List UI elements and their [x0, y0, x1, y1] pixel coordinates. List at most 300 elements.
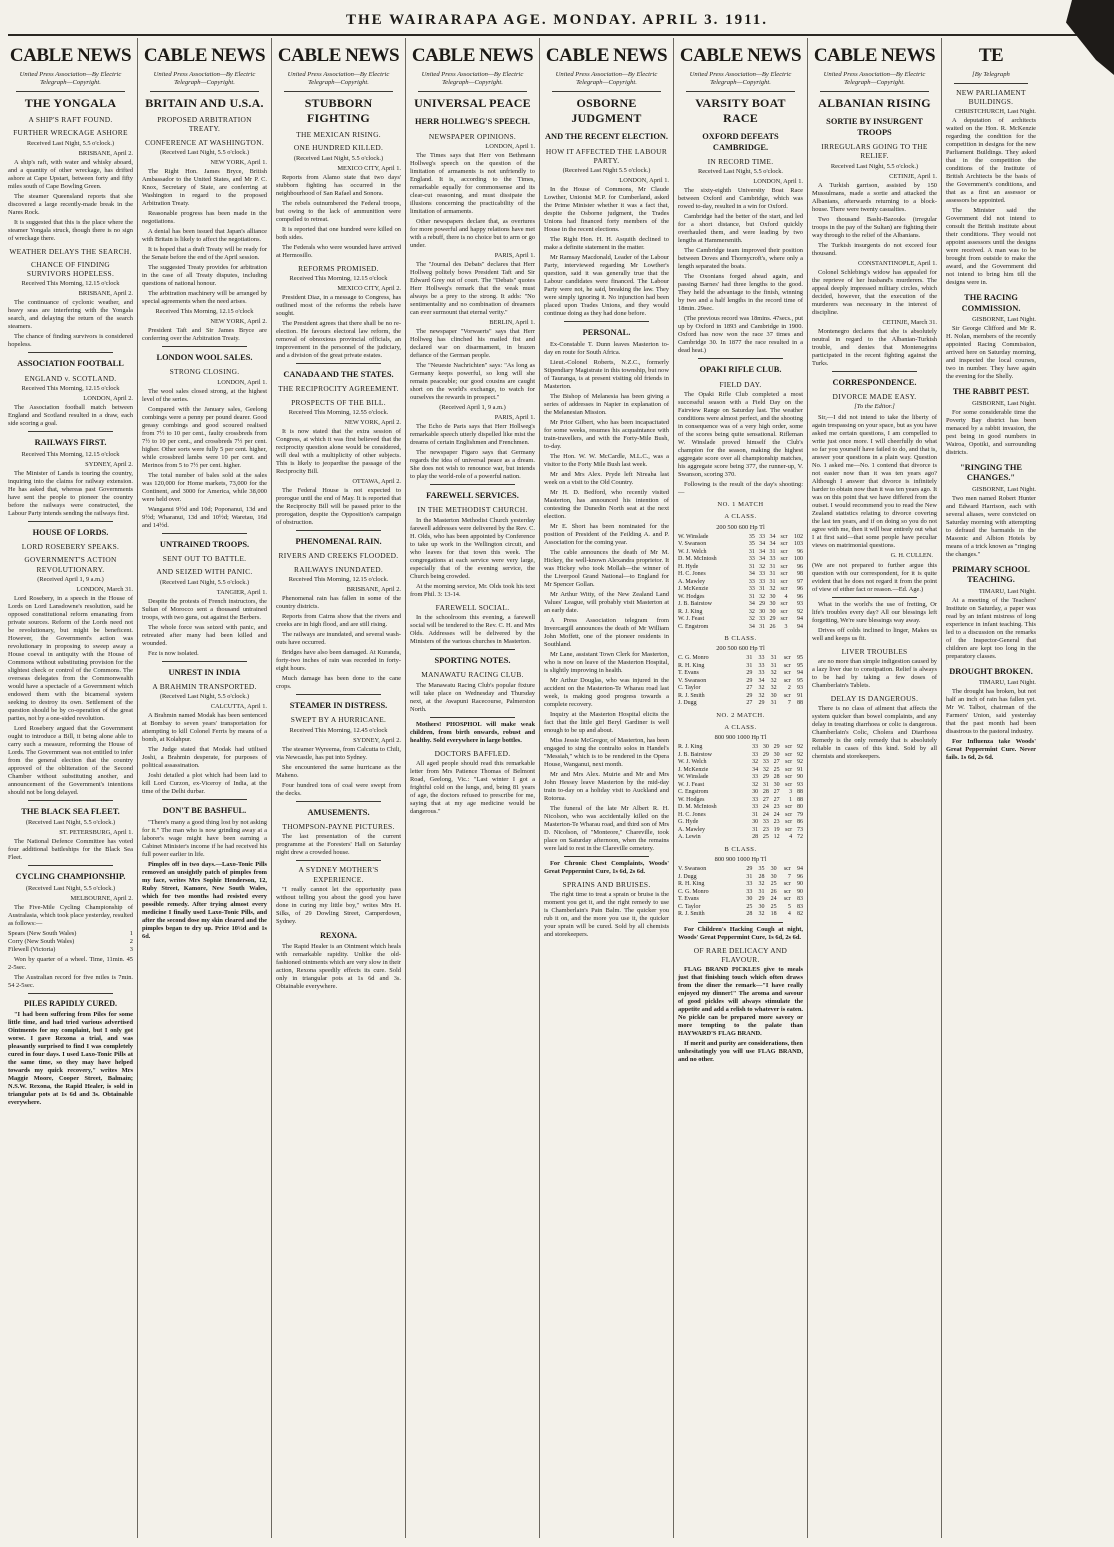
table-cell: A. Lewin [678, 834, 701, 841]
score-table [678, 655, 803, 708]
headline: LONDON WOOL SALES. [156, 352, 253, 362]
paragraph: Compared with the January sales, Geelong combings were a penny per pound dearer. Good greasy combings and good scoured realised from 7½ to 10 per cent., faulty crossbreds from 7½ to 10 per cent., and crossbreds 7½ per cent. higher. Other sorts were fully 5 per cent. higher, while crossbred lambs were 10 per cent. and Merinos from 5 to 7½ per cent. higher. [142, 405, 267, 469]
subheadline: SWEPT BY A HURRICANE. [290, 715, 387, 725]
credit-line: United Press Association—By Electric Telegraph—Copyright. [153, 70, 256, 86]
dateline: SYDNEY, April 2. [85, 460, 133, 468]
paragraph: The Federals who were wounded have arrived at Hermosillo. [276, 243, 401, 259]
table-cell: 96 [797, 586, 803, 593]
paragraph: The chance of finding survivors is considered hopeless. [8, 333, 133, 349]
subheadline: FURTHER WRECKAGE ASHORE [13, 128, 128, 138]
table-cell: 12 [773, 834, 780, 841]
received-line: Received This Morning, 12.15 o'clock [21, 450, 120, 458]
table-cell: C. Engstrom [678, 789, 709, 796]
headline: STUBBORN FIGHTING [304, 96, 373, 126]
table-cell: W. Hodges [678, 796, 705, 803]
paragraph: The Association football match between England and Scotland resulted in a draw, each side scoring a goal. [8, 404, 133, 428]
column-3 [272, 38, 406, 1538]
paragraph: Inquiry at the Masterton Hospital elicits the fact that the little girl Beryl Gardiner is well enough to be up and about. [544, 710, 669, 734]
paragraph: The steamer Wyreema, from Calcutta to Chili, via Newcastle, has put into Sydney. [276, 745, 401, 761]
paragraph: The Manawatu Racing Club's popular fixture will take place on Wednesday and Thursday next, at the Awapuni Racecourse, Palmerston North. [410, 681, 535, 713]
table-cell: 29 [762, 774, 769, 781]
subheadline: DIVORCE MADE EASY. [832, 392, 917, 402]
table-cell: J. McKenzie [678, 766, 709, 773]
table-row [678, 685, 803, 693]
headline: LIVER TROUBLES [841, 646, 908, 656]
column-8 [942, 38, 1040, 1538]
paragraph: The Australian record for five miles is 7min. 54 2-5sec. [8, 973, 133, 989]
received-line: Received This Morning, 12.15 o'clock [21, 385, 120, 393]
table-cell: 90 [797, 881, 803, 888]
paragraph: Mr E. Short has been nominated for the position of President of the Feilding A. and P. Association for the coming year. [544, 522, 669, 546]
table-row [678, 834, 803, 842]
table-cell: C. G. Monro [678, 655, 709, 662]
subheadline: SORTIE BY INSURGENT TROOPS [826, 117, 923, 137]
headline: DROUGHT BROKEN. [949, 666, 1033, 676]
table-cell: 29 [758, 896, 765, 903]
table-cell: 32 [770, 685, 777, 692]
table-cell: W. J. Feast [678, 781, 705, 788]
received-line: Received Last Night, 5.5 o'clock.) [830, 162, 919, 170]
table-cell: 30 [773, 751, 780, 758]
received-line: Received Last Night, 5.5 o'clock.) [26, 139, 115, 147]
paragraph: In the House of Commons, Mr Claude Lowther, Unionist M.P. for Cumberland, asked the Prime Minister whether it was a fact that, despite the Osborne judgment, the Trades Unions had financed forty members of the House in the recent elections. [544, 186, 669, 234]
paragraph: Despite the protests of French instructors, the Sultan of Morocco sent a thousand untrained troops, with two guns, out against the Berbers. [142, 597, 267, 621]
dateline: LONDON, March 31. [76, 585, 133, 593]
table-cell: 30 [769, 601, 776, 608]
paragraph: "I really cannot let the opportunity pass without telling you about the good you have done in curing my little boy," writes Mrs H. Silks, of 29 Dowling Street, Camperdown, Sydney. [276, 885, 401, 925]
table-cell: 33 [752, 744, 759, 751]
received-line: (Received April 1, 9 a.m.) [37, 575, 104, 583]
table-cell: 88 [797, 700, 803, 707]
headline: DON'T BE BASHFUL. [162, 806, 247, 816]
table-cell: R. J. King [678, 608, 703, 615]
paragraph: The funeral of the late Mr Albert R. H. Nicolson, who was accidentally killed on the Masterton-Te Wharau road, and third son of Mrs D. Nicolson, of "Monteore," Chareville, took place on Saturday afternoon, when the remains were laid to rest in the Clareville cemetery. [544, 804, 669, 852]
paragraph: Mr and Mrs Alex. Muirie and Mr and Mrs John Hessey leave Masterton by the mid-day train to-day on a holiday visit to Auckland and Rotorua. [544, 770, 669, 802]
table-row [678, 911, 803, 919]
table-cell: 30 [770, 873, 777, 880]
paragraph: (The previous record was 18mins. 47secs., put up by Oxford in 1893 and Cambridge in 1900. Oxford has now won the race 37 times and Cambridge 30. In 1877 the race resulted in a dead heat.) [678, 315, 803, 355]
subheadline: PROSPECTS OF THE BILL. [291, 397, 386, 407]
paragraph: The last presentation of the current programme at the Foresters' Hall on Saturday night drew a crowded house. [276, 833, 401, 857]
table-cell: 5 [787, 903, 791, 910]
table-cell: 33 [759, 578, 766, 585]
table-cell: 30 [758, 903, 765, 910]
table-cell: 31 [748, 548, 755, 555]
table-cell: 30 [759, 608, 766, 615]
table-cell: 19 [773, 826, 780, 833]
table-row [678, 789, 803, 797]
table-cell: W. J. Feast [678, 616, 705, 623]
subheadline: A BRAHMIN TRANSPORTED. [152, 682, 257, 692]
paragraph: The suggested Treaty provides for arbitration in the case of all Treaty disputes, including questions of national honour. [142, 263, 267, 287]
received-line: Received This Morning, 12.15 o'clock [155, 307, 254, 315]
table-cell: 79 [797, 811, 803, 818]
received-line: Received Last Night, 5.5 o'clock. [697, 168, 784, 176]
table-cell: 26 [769, 623, 776, 630]
advertisement: FLAG BRAND PICKLES give to meals just that finishing touch which often draws from the diner the remark—"I have really enjoyed my dinner!" The aroma and savour of good pickles will always stimulate the appetite and add a relish to whatever is eaten. No pickle can be prepared more savory or more tempting to the palate than HAYWARD'S FLAG BRAND. [678, 966, 803, 1038]
credit-line: [By Telegraph [972, 70, 1010, 78]
table-cell: 23 [773, 804, 780, 811]
table-cell: 92 [797, 759, 803, 766]
cable-news-header: CABLE NEWS [143, 45, 266, 66]
columns [4, 38, 1110, 1538]
advertisement: If merit and purity are considerations, then unhesitatingly you will use FLAG BRAND, and no other. [678, 1040, 803, 1064]
paragraph: For some considerable time the Poverty Bay district has been menaced by a rabbit invasion, the pest being in good numbers in Wairoa, Opotiki, and surrounding districts. [946, 408, 1036, 456]
table-cell: 86 [797, 819, 803, 826]
divider [28, 431, 113, 432]
table-row [678, 663, 803, 671]
headline: AMUSEMENTS. [307, 807, 370, 817]
table-cell: H. Hyde [678, 563, 699, 570]
paragraph: Two men named Robert Hunter and Edward Harrison, each with several aliases, were convicted on Saturday morning with attempting to defraud the barmaids in the Masonic and Albion Hotels by means of a trick known as "ringing the changes." [946, 494, 1036, 558]
table-cell: 30 [769, 593, 776, 600]
table-cell: 28 [762, 789, 769, 796]
received-line: Received This Morning, 12.55 o'clock. [288, 408, 389, 416]
table-cell: 34 [748, 601, 755, 608]
paragraph: "There's many a good thing lost by not asking for it." The man who is now grinding away at a laborer's wage might have been earning a Cabinet Minister's income if he had received his full power earlier in life. [142, 818, 267, 858]
table-cell: scr [780, 556, 788, 563]
table-cell: scr [785, 774, 793, 781]
table-cell: 29 [746, 670, 753, 677]
class-heading: B CLASS. [724, 635, 757, 643]
table-cell: 4 [784, 593, 788, 600]
table-cell: C. Taylor [678, 685, 701, 692]
received-line: Received This Morning, 12.15 o'clock [289, 274, 388, 282]
cable-news-header: TE [978, 45, 1004, 66]
headline: THE RABBIT PEST. [952, 387, 1030, 397]
table-cell: 28 [746, 911, 753, 918]
paragraph: A denial has been issued that Japan's alliance with Britain is likely to affect the negotiations. [142, 227, 267, 243]
paragraph: The Bishop of Melanesia has been giving a series of addresses in Napier in explanation of the Melanesian Mission. [544, 392, 669, 416]
paragraph: Won by quarter of a wheel. Time, 11min. 45 2-5sec. [8, 955, 133, 971]
headline: FAREWELL SERVICES. [426, 490, 519, 500]
signature: G. H. CULLEN. [890, 551, 933, 559]
column-7 [808, 38, 942, 1538]
list-item: Filewell (Victoria) 3 [8, 945, 133, 953]
table-cell: 31 [748, 593, 755, 600]
divider [820, 91, 929, 92]
table-cell: scr [780, 616, 788, 623]
table-cell: 24 [762, 811, 769, 818]
paragraph: It is now stated that the extra session of Congress, at which it was first believed that the reciprocity question alone would be considered, will deal with a multiplicity of other subjects. This is likely to jeopardise the passage of the Reciprocity Bill. [276, 427, 401, 475]
credit-line: United Press Association—By Electric Telegraph—Copyright. [555, 70, 658, 86]
table-cell: 102 [794, 533, 803, 540]
received-line: (Received Last Night, 5.5 o'clock.) [159, 578, 250, 586]
table-cell: 96 [797, 563, 803, 570]
table-cell: 91 [797, 766, 803, 773]
table-row [678, 579, 803, 587]
table-cell: 25 [773, 766, 780, 773]
table-cell: 25 [770, 881, 777, 888]
paragraph: The right time to treat a sprain or bruise is the moment you get it, and the right remedy to use is Chamberlain's Pain Balm. The quicker you rub it on, and the more you use it, the quicker your sprain will be cured. Sold by all chemists and storekeepers. [544, 890, 669, 938]
table-cell: scr [780, 571, 788, 578]
table-cell: G. Hyde [678, 819, 699, 826]
table-cell: 30 [770, 866, 777, 873]
paragraph: The Opaki Rifle Club completed a most successful season with a Field Day on the Fairview Range on Saturday last. The weather conditions were almost perfect, and the shooting in consequence was of a very high order, some of the scores being quite sensational. Rifleman W. Winslade proved himself the Club's champion for the season, making the highest aggregate score over all championship matches, his aggregate score being 377, the runner-up, V. Swanson, scoring 370. [678, 391, 803, 479]
divider [28, 993, 113, 994]
headline: DELAY IS DANGEROUS. [830, 693, 919, 703]
table-cell: 90 [797, 888, 803, 895]
paragraph: Mr H. D. Bedford, who recently visited Masterton, has announced his intention of contesting the Dunedin North seat at the next election. [544, 488, 669, 520]
table-cell: 80 [797, 804, 803, 811]
paragraph: The Hon. W. W. McCardle, M.L.C., was a visitor to the Forty Mile Bush last week. [544, 452, 669, 468]
divider [296, 801, 381, 802]
table-cell: 29 [769, 616, 776, 623]
headline: UNREST IN INDIA [168, 667, 241, 677]
dateline: NEW YORK, April 2. [344, 418, 401, 426]
subheadline: CONFERENCE AT WASHINGTON. [145, 137, 264, 147]
table-row [678, 594, 803, 602]
divider [296, 694, 381, 695]
dateline: ST. PETERSBURG, April 1. [59, 829, 133, 837]
subheadline: IN THE METHODIST CHURCH. [417, 505, 528, 515]
paragraph: It is suggested that this is the place where the steamer Yongala struck, though there is no sign of wreckage there. [8, 218, 133, 242]
paragraph: The President agrees that there shall be no re-election. He favours electoral law reform, the removal of obnoxious provincial officials, an improvement in the personnel of the judiciary, and a division of the great private estates. [276, 319, 401, 359]
table-cell: 32 [758, 685, 765, 692]
table-row [678, 752, 803, 760]
paragraph: A Press Association telegram from Invercargill announces the death of Mr William John Moffett, one of the pioneer residents in Southland. [544, 616, 669, 648]
dateline: OTTAWA, April 2. [352, 477, 401, 485]
divider [28, 352, 113, 353]
score-table [678, 744, 803, 842]
table-cell: 29 [759, 601, 766, 608]
table-cell: 98 [797, 571, 803, 578]
subheadline: NEW PARLIAMENT BUILDINGS. [956, 87, 1026, 107]
table-cell: R. J. Smith [678, 911, 705, 918]
subheadline: RIVERS AND CREEKS FLOODED. [278, 551, 399, 561]
table-cell: 30 [752, 819, 759, 826]
table-cell: scr [780, 563, 788, 570]
table-cell: 31 [746, 655, 753, 662]
table-cell: 33 [752, 751, 759, 758]
table-row [678, 549, 803, 557]
match-heading: NO. 1 MATCH [717, 501, 764, 509]
table-row [678, 655, 803, 663]
divider [552, 91, 661, 92]
dateline: SYDNEY, April 2. [353, 736, 401, 744]
paragraph: Mr Arthur Witty, of the New Zealand Land Values' League, will probably visit Masterton at an early date. [544, 590, 669, 614]
table-cell: scr [780, 608, 788, 615]
paragraph: Mr Prior Gilbert, who has been incapacitated for some weeks, resumes his acquaintance with train-travellers, and with the Forty-Mile Bush, to-day. [544, 418, 669, 450]
paragraph: The Five-Mile Cycling Championship of Australasia, which took place yesterday, resulted as follows:— [8, 903, 133, 927]
dateline: CONSTANTINOPLE, April 1. [857, 259, 937, 267]
table-cell: scr [785, 766, 793, 773]
table-cell: 92 [797, 608, 803, 615]
table-cell: 96 [797, 548, 803, 555]
subheadline: PROPOSED ARBITRATION TREATY. [157, 115, 252, 134]
paragraph: The cable announces the death of Mr M. Hickey, the well-known Alexandra proprietor. It was Hickey who took Mollah—the winner of the Liverpool Grand National—to England for Mr Spencer Gollan. [544, 548, 669, 588]
table-cell: 33 [748, 578, 755, 585]
credit-line: United Press Association—By Electric Telegraph—Copyright. [287, 70, 390, 86]
dateline: TANGIER, April 1. [216, 588, 267, 596]
table-cell: 28 [752, 834, 759, 841]
table-row [678, 670, 803, 678]
dateline: MELBOURNE, April 2. [70, 894, 133, 902]
table-row [678, 904, 803, 912]
table-cell: 33 [746, 888, 753, 895]
paragraph: The arbitration machinery will be arranged by special agreements when the need arises. [142, 289, 267, 305]
subheadline: NEWSPAPER OPINIONS. [428, 131, 517, 141]
headline: VARSITY BOAT RACE [695, 96, 786, 126]
table-row [678, 774, 803, 782]
table-cell: 30 [770, 692, 777, 699]
paragraph: Four hundred tons of coal were swept from the decks. [276, 781, 401, 797]
paragraph: The Judge stated that Modak had utilised Joshi, a Brahmin desperate, for purposes of political assassination. [142, 746, 267, 770]
advert-heading: REXONA. [320, 930, 357, 940]
paragraph: The steamer Queensland reports that she discovered a large recently-made break in the Nares Rock. [8, 192, 133, 216]
divider [430, 484, 515, 485]
dateline: TIMARU, Last Night. [978, 587, 1036, 595]
table-cell: 33 [759, 571, 766, 578]
score-columns: 200 500 600 Hp Tl [716, 645, 765, 653]
paragraph: Lord Rosebery argued that the Government ought to introduce a Bill, it being alone able to carry such a measure, reforming the House of Lords. The Government was not entitled to infer from the general election that the country approved of the obliteration of the Second Chamber without substituting another, and announcement of the Government's intentions should not be long delayed. [8, 724, 133, 796]
table-cell: 94 [797, 616, 803, 623]
paragraph: Colonel Schlebing's widow has appealed for the reprieve of her husband's murderers. The appeal deeply impressed military circles, which decided, however, that the execution of the murderers was necessary in the interest of discipline. [812, 268, 937, 316]
table-cell: 31 [758, 888, 765, 895]
table-cell: 31 [748, 563, 755, 570]
table-row [678, 819, 803, 827]
table-cell: R. J. King [678, 744, 703, 751]
table-cell: 31 [746, 662, 753, 669]
table-cell: 33 [762, 819, 769, 826]
table-cell: 2 [787, 685, 791, 692]
table-row [678, 541, 803, 549]
table-cell: 31 [759, 586, 766, 593]
table-cell: 23 [773, 819, 780, 826]
table-row [678, 571, 803, 579]
table-row [678, 767, 803, 775]
table-cell: J. Dugg [678, 700, 697, 707]
dateline: MEXICO CITY, April 1. [337, 164, 401, 172]
table-cell: scr [785, 744, 793, 751]
paragraph: The Times says that Herr von Bethmann Hollweg's speech on the question of the limitation of armaments is not unfriendly to England. It is, according to the Times, remarkable equally for commonsense and its clear-cut reasoning, and must dissipate the illusions concerning the practicability of the limitation of armaments. [410, 151, 535, 215]
cable-news-header: CABLE NEWS [813, 45, 936, 66]
headline: CYCLING CHAMPIONSHIP. [15, 872, 126, 882]
paragraph: Sir George Clifford and Mr R. H. Nolan, members of the recently appointed Racing Commission, arrived here on Saturday morning, and inspected the local courses, two in number. They have again the evening for the Shelly. [946, 325, 1036, 381]
table-cell: 29 [746, 692, 753, 699]
headline: RAILWAYS FIRST. [34, 438, 107, 448]
advertisement: Mothers! PHOSPHOL will make weak children, from birth onwards, robust and healthy. Sold everywhere in large bottles. [410, 720, 535, 744]
table-cell: 32 [748, 608, 755, 615]
paragraph: A deputation of architects waited on the Hon. R. McKenzie regarding the condition for the competition in designs for the new Parliament Buildings. They asked that in the competition the conditions of the Institute of British Architects be the basis of the Government's conditions, and that as a first an assessor or assessors be appointed. [946, 117, 1036, 205]
divider [686, 91, 795, 92]
editor-note: [To the Editor.] [854, 403, 895, 411]
subheadline: MANAWATU RACING CLUB. [421, 670, 524, 680]
table-cell: D. M. McIntosh [678, 804, 717, 811]
received-line: Received This Morning, 12.15 o'clock [21, 280, 120, 288]
table-row [678, 827, 803, 835]
table-cell: scr [780, 548, 788, 555]
paragraph: In the Masterton Methodist Church yesterday farewell addresses were delivered by the Rev. C. H. Olds, who has been appointed by Conference to take up work in the Wellington circuit, and who leaves for that town this week. The congregations at each service were very large, especially that of the evening service, the Church being crowded. [410, 516, 535, 580]
table-cell: 30 [746, 896, 753, 903]
table-cell: 7 [787, 700, 791, 707]
table-cell: V. Swanson [678, 866, 707, 873]
divider [28, 865, 113, 866]
headline: UNIVERSAL PEACE [414, 96, 531, 111]
paragraph: Reports from Cairns show that the rivers and creeks are in high flood, and are still rising. [276, 612, 401, 628]
divider [954, 83, 1028, 84]
table-cell: 25 [746, 903, 753, 910]
table-cell: C. G. Monro [678, 888, 709, 895]
paragraph: The newspaper "Vorwaerts" says that Herr Hollweg has clinched his mailed fist and declared war on disarmament, in brazen defiance of the German people. [410, 327, 535, 359]
masthead: THE WAIRARAPA AGE. MONDAY. APRIL 3. 1911. [345, 12, 769, 28]
table-cell: C. Taylor [678, 903, 701, 910]
paragraph: In the schoolroom this evening, a farewell social will be tendered to the Rev. C. H. and Mrs Olds. Addresses will be delivered by the Ministers of the various churches in Masterton. [410, 613, 535, 645]
table-cell: 33 [748, 586, 755, 593]
paragraph: The Right Hon. James Bryce, British Ambassador to the United States, and Mr P. C. Knox, Secretary of State, are conferring at Washington in regard to the proposed Arbitration Treaty. [142, 167, 267, 207]
table-row [678, 797, 803, 805]
dateline: LONDON, April 1. [753, 178, 803, 186]
subheadline: THE RECIPROCITY AGREEMENT. [278, 384, 399, 394]
paragraph: The continuance of cyclonic weather, and heavy seas are interfering with the Yongala search, and delaying the return of the search steamers. [8, 299, 133, 331]
table-cell: T. Evans [678, 670, 699, 677]
table-row [678, 556, 803, 564]
table-row [678, 812, 803, 820]
subheadline: FAREWELL SOCIAL. [435, 602, 510, 612]
paragraph: What in the world's the use of fretting, Or life's troubles every day? All our blessings left forgetting, We're sure blessings way away. [812, 600, 937, 624]
paragraph: Mr Ramsay Macdonald, Leader of the Labour Party, interviewed regarding Mr Lowther's question, said it was generally true that the Labour candidates were financed. The Labour Party were not, he said, breaking the law. They were simply ignoring it. No injunction had been placed upon Trades Unions, and they would continue doing as they had done before. [544, 254, 669, 318]
table-cell: scr [780, 533, 788, 540]
table-cell: 28 [758, 873, 765, 880]
table-row [678, 624, 803, 632]
subheadline: GOVERNMENT'S ACTION REVOLUTIONARY. [24, 555, 117, 574]
table-cell: D. M. McIntosh [678, 556, 717, 563]
table-cell: 94 [797, 623, 803, 630]
table-cell: 25 [770, 903, 777, 910]
paragraph: A Turkish garrison, assisted by 150 Mussulmans, made a sortie and attacked the Albanians, afterwards returning to a block-house. There were twenty casualties. [812, 181, 937, 213]
table-cell: 90 [797, 774, 803, 781]
table-cell: 23 [762, 826, 769, 833]
divider [564, 321, 649, 322]
paragraph: Bridges have also been damaged. At Kuranda, forty-two inches of rain was recorded in forty-eight hours. [276, 648, 401, 672]
table-cell: 32 [762, 766, 769, 773]
paragraph: At the morning service, Mr. Olds took his text from Phil. 3: 13-14. [410, 582, 535, 598]
paragraph: It is reported that one hundred were killed on both sides. [276, 225, 401, 241]
paragraph: The newspaper Figaro says that Germany regards the idea of universal peace as a dream. She does not wish to renounce war, but intends to play the world-role of a powerful nation. [410, 448, 535, 480]
received-line: (Received Last Night 5.5 o'clock.) [562, 167, 651, 175]
received-line: (Received Last Night, 5.5 o'clock.) [159, 148, 250, 156]
table-row [678, 601, 803, 609]
paragraph: The Minister of Lands is touring the country, inquiring into the claims for railway extension. He has asked that, whereas past Governments have sent the people to pioneer the country before the railways were constructed, the Labour Party intends sending the railways first. [8, 469, 133, 517]
table-cell: 32 [770, 677, 777, 684]
table-cell: 31 [762, 781, 769, 788]
table-row [678, 759, 803, 767]
paragraph: Lord Rosebery, in a speech in the House of Lords on Lord Lansdowne's resolution, said he opposed constitutional reform emanating from private sources. Reform of the Lords need not be revolutionary, but might be beneficent. However, the Government's action was revolutionary in proposing to sweep away a House coeval in antiquity with the House of Commons without substituting provision for the slightest check or control of the Commons. The overseas delegates from the Commonwealth would have a spectacle of a Government which endowed them with the bicameral system seeking to destroy its own. Settlement of the question should be by co-operation of the great parties, not by a one-sided revolution. [8, 594, 133, 722]
divider [296, 530, 381, 531]
table-cell: scr [783, 888, 791, 895]
table-cell: 96 [797, 873, 803, 880]
class-heading: B CLASS. [724, 845, 757, 853]
table-cell: 91 [797, 692, 803, 699]
table-cell: 33 [758, 670, 765, 677]
table-cell: 31 [770, 662, 777, 669]
divider [28, 800, 113, 801]
dateline: BRISBANE, April 2. [78, 290, 133, 298]
table-cell: 30 [773, 781, 780, 788]
cable-news-header: CABLE NEWS [9, 45, 132, 66]
table-cell: W. J. Welch [678, 759, 707, 766]
paragraph: The Right Hon. H. H. Asquith declined to make a definite statement in the matter. [544, 236, 669, 252]
paragraph: Mr and Mrs Alex. Pryde left Nireaha last week on a visit to the Old Country. [544, 470, 669, 486]
table-cell: 29 [758, 700, 765, 707]
table-cell: R. H. King [678, 662, 705, 669]
divider [430, 717, 515, 718]
table-cell: 29 [746, 677, 753, 684]
top-rule [8, 34, 1108, 36]
paragraph: Following is the result of the day's shooting:— [678, 481, 803, 497]
subheadline: WEATHER DELAYS THE SEARCH. [9, 246, 132, 256]
subheadline: THOMPSON-PAYNE PICTURES. [282, 822, 395, 832]
